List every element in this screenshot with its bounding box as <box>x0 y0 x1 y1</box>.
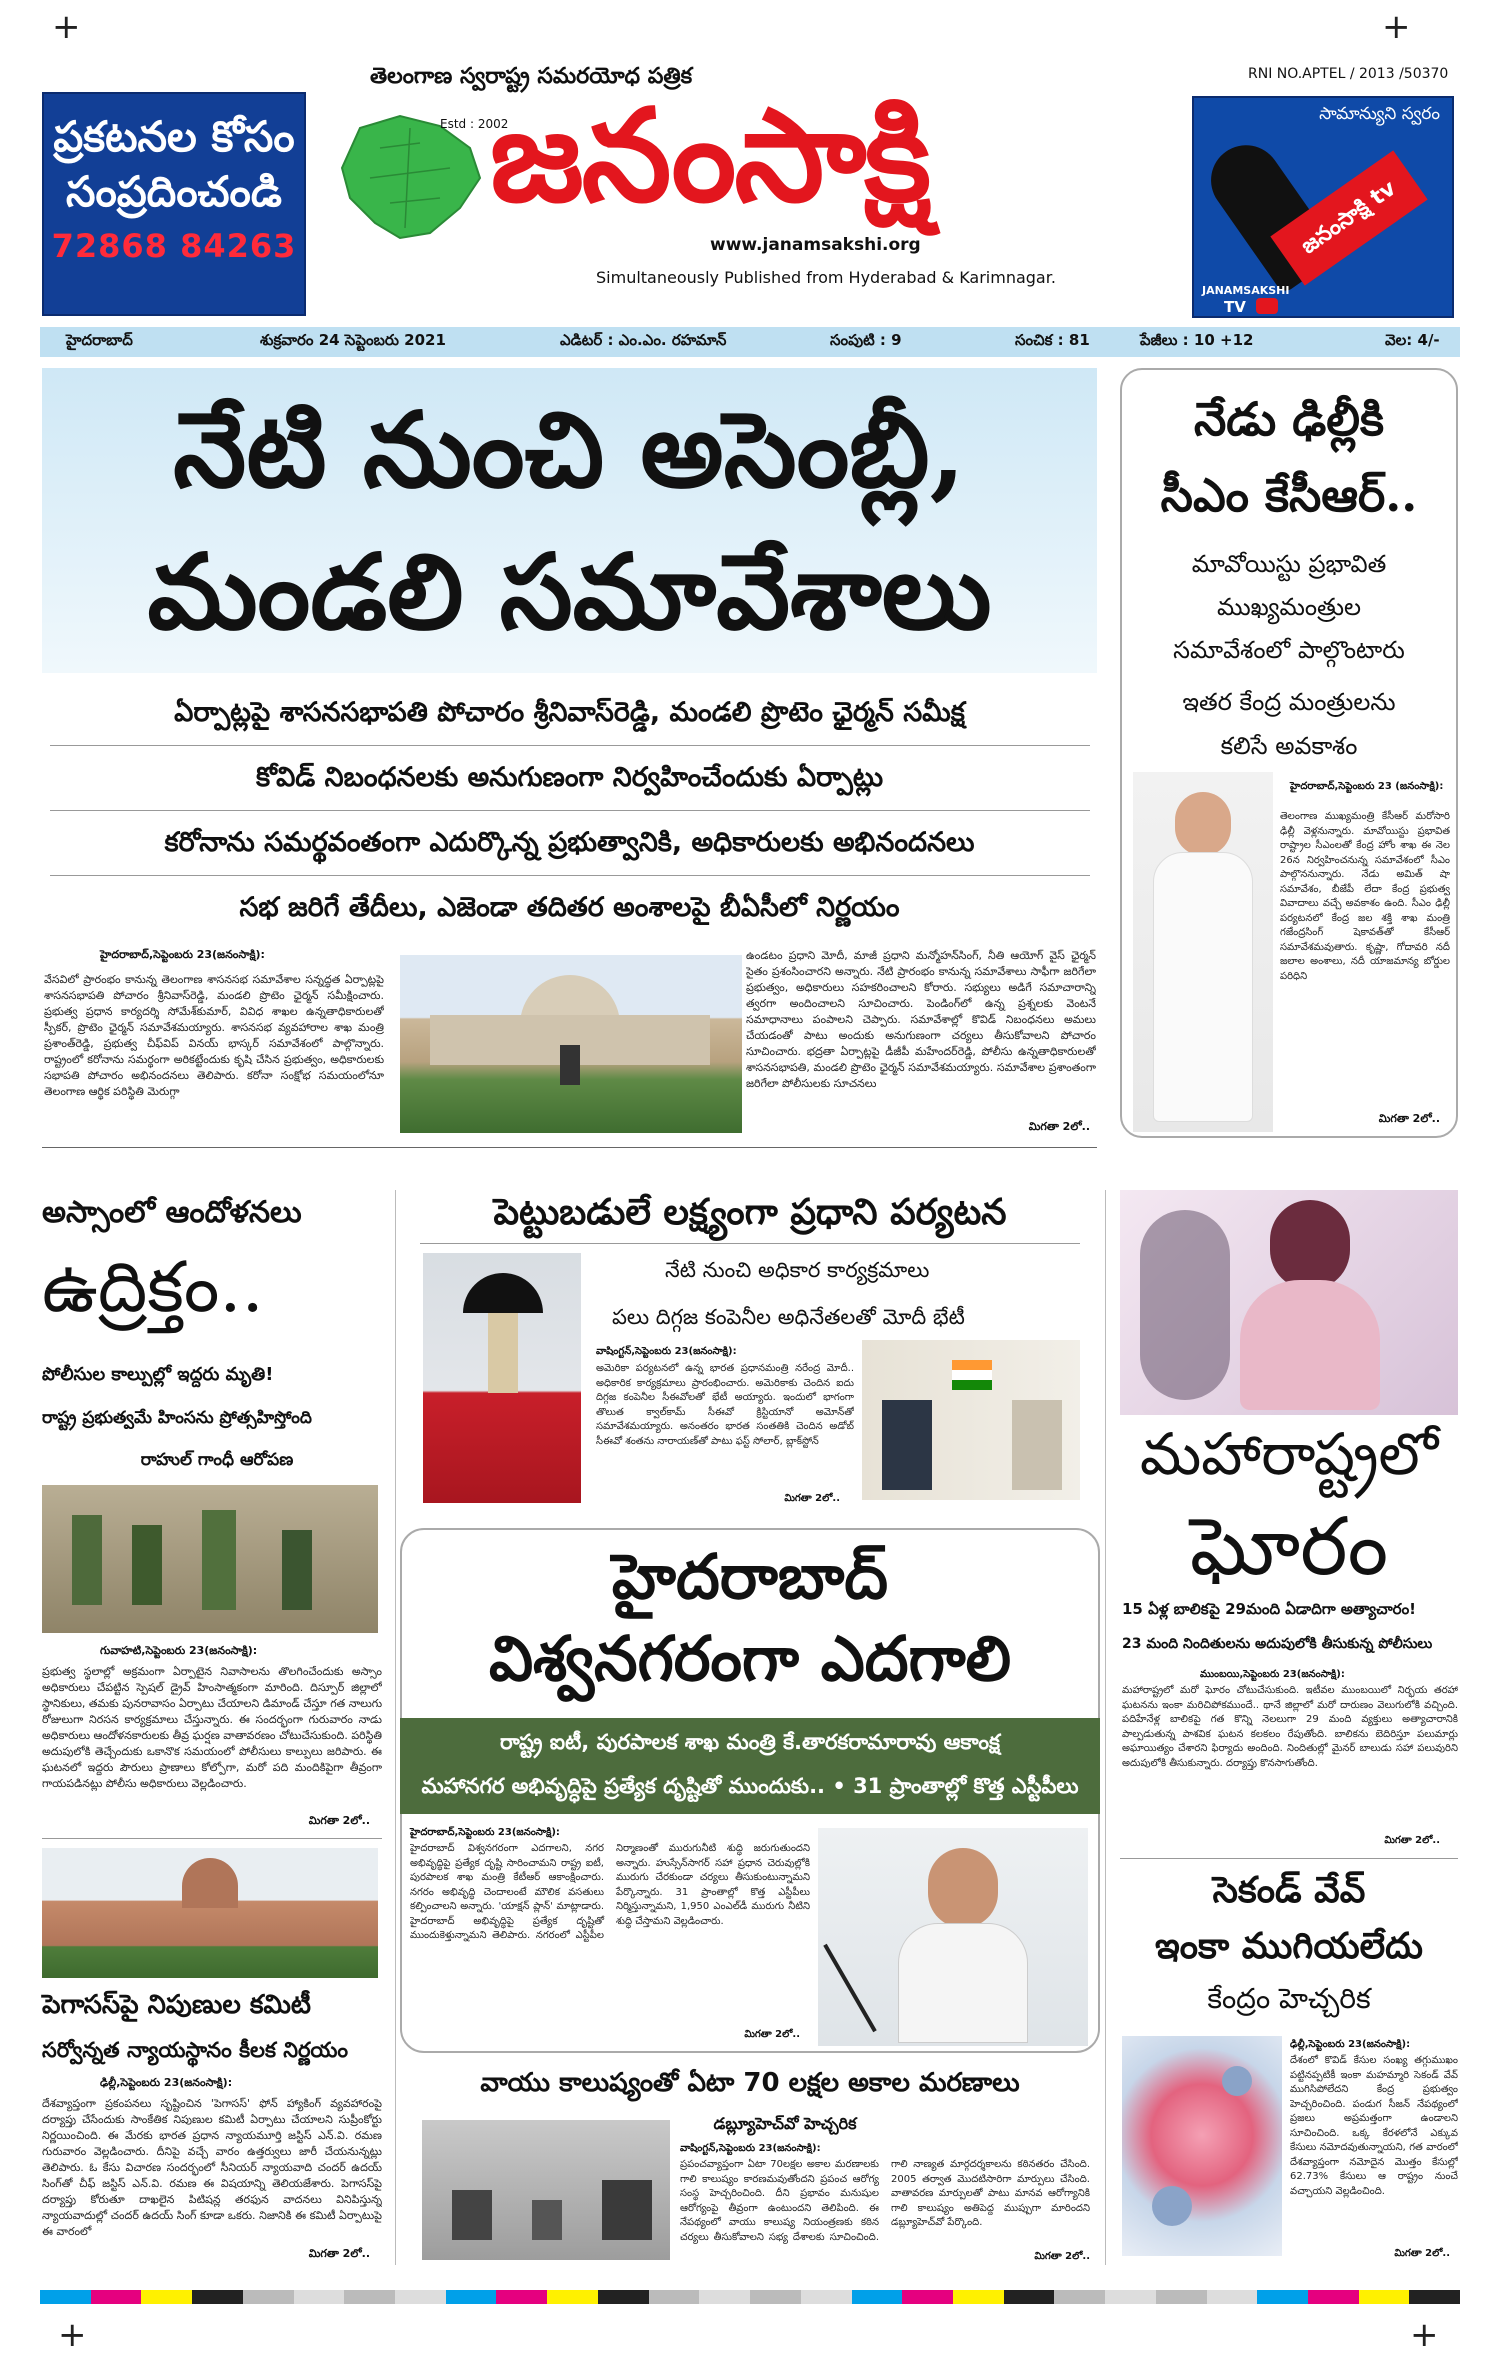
lead-dateline: హైదరాబాద్,సెప్టెంబరు 23(జనంసాక్షి): <box>100 948 265 961</box>
info-volume: సంపుటి : 9 <box>830 331 902 349</box>
secondwave-body: దేశంలో కొవిడ్ కేసుల సంఖ్య తగ్గుముఖం పట్టినప్పటికీ ఇంకా మహమ్మారి సెకండ్ వేవ్ ముగిసిపోలేదని కేంద్ర ప్రభుత్వం హెచ్చరించింది. పండుగ సీజన్ నేపథ్యంలో ప్రజలు అప్రమత్తంగా ఉండాలని సూచించింది. ఒక్క కేరళలోనే ఎక్కువ కేసులు నమోదవుతున్నాయని, గత వారంలో దేశవ్యాప్తంగా నమోదైన మొత్తం కేసుల్లో 62.73% కేసులు ఆ రాష్ట్రం నుంచే వచ్చాయని వెల్లడించింది. <box>1290 2055 1458 2197</box>
kcr-body: తెలంగాణ ముఖ్యమంత్రి కేసీఆర్ మరోసారి ఢిల్లీ వెళ్లనున్నారు. మావోయిస్టు ప్రభావిత రాష్ట్రాల సీఎంలతో కేంద్ర హోం శాఖ ఈ నెల 26న నిర్వహించనున్న సమావేశంలో సీఎం పాల్గొననున్నారు. నేడు అమిత్ షా సమావేశం, బీజేపీ లేదా కేంద్ర ప్రభుత్వ వివాదాలు వచ్చే అవకాశం ఉంది. సీఎం ఢిల్లీ పర్యటనలో కేంద్ర జల శక్తి శాఖ మంత్రి గజేంద్రసింగ్ షెకావత్‌తో కేసీఆర్ సమావేశమవుతారు. కృష్ణా, గోదావరి నదీ జలాల అంశాలు, నదీ యాజమాన్య బోర్డుల పరిధిని <box>1280 811 1450 982</box>
maharashtra-sub2: 23 మంది నిందితులను అదుపులోకి తీసుకున్న పోలీసులు <box>1122 1636 1433 1652</box>
info-editor: ఎడిటర్ : ఎం.ఎం. రహమాన్ <box>560 331 727 349</box>
lead-sub4: సభ జరిగే తేదీలు, ఎజెండా తదితర అంశాలపై బీఏసీలో నిర్ణయం <box>239 892 900 923</box>
pegasus-more[interactable]: మిగతా 2లో.. <box>308 2247 370 2260</box>
info-bar <box>40 327 1460 357</box>
supreme-court-photo <box>42 1848 378 1978</box>
info-price: వెల: 4/- <box>1385 331 1440 349</box>
secondwave-headline1: సెకండ్ వేవ్ <box>1212 1870 1366 1911</box>
lead-headline-line2: మండలి సమావేశాలు <box>147 530 992 653</box>
lead-sub3: కరోనాను సమర్థవంతంగా ఎదుర్కొన్న ప్రభుత్వానికి, అధికారులకు అభినందనలు <box>164 827 975 858</box>
assam-dateline: గువాహటి,సెప్టెంబరు 23(జనంసాక్షి): <box>100 1644 258 1657</box>
info-city: హైదరాబాద్ <box>66 331 133 349</box>
maharashtra-body: మహారాష్ట్రలో మరో ఘోరం చోటుచేసుకుంది. ఇటీవల ముంబయిలో నిర్భయ తరహా ఘటనను ఇంకా మరిచిపోకముందే.. థానే జిల్లాలో మరో దారుణం వెలుగులోకి వచ్చింది. పదిహేనేళ్ల బాలికపై గత కొన్ని నెలలుగా 29 మంది వ్యక్తులు అత్యాచారానికి పాల్పడుతున్న పాశవిక ఘటన కలకలం రేపుతోంది. బాలికను బెదిరిస్తూ పలుమార్లు అఘాయిత్యం చేశారని ఫిర్యాదు అందింది. నిందితుల్లో మైనర్ బాలుడు సహా పలువురిని అదుపులోకి తీసుకున్నారు. దర్యాప్తు కొనసాగుతోంది. <box>1122 1685 1458 1769</box>
kcr-sub2: ముఖ్యమంత్రుల <box>1216 593 1362 621</box>
masthead-estd: Estd : 2002 <box>440 117 509 131</box>
info-issue: సంచిక : 81 <box>1015 331 1090 349</box>
modi-sub1: నేటి నుంచి అధికార కార్యక్రమాలు <box>665 1258 930 1282</box>
kcr-sub4: ఇతర కేంద్ర మంత్రులను <box>1182 688 1396 716</box>
maharashtra-dateline: ముంబయి,సెప్టెంబరు 23(జనంసాక్షి): <box>1200 1669 1345 1680</box>
maharashtra-illustration <box>1120 1190 1458 1415</box>
pegasus-body: దేశవ్యాప్తంగా ప్రకంపనలు సృష్టించిన 'పెగాసస్' ఫోన్ హ్యాకింగ్ వ్యవహారంపై దర్యాప్తు చేసేందుకు సాంకేతిక నిపుణుల కమిటీ ఏర్పాటు చేయాలని సుప్రీంకోర్టు నిర్ణయించింది. ఈ మేరకు భారత ప్రధాన న్యాయమూర్తి జస్టిస్ ఎన్.వి. రమణ గురువారం వెల్లడించారు. దీనిపై వచ్చే వారం ఉత్తర్వులు జారీ చేయనున్నట్లు తెలిపారు. ఓ కేసు విచారణ సందర్భంలో సీనియర్ న్యాయవాది చందర్ ఉదయ్ సింగ్‌తో చీఫ్ జస్టిస్ ఎన్.వి. రమణ ఈ విషయాన్ని తెలియజేశారు. పెగాసస్‌పై దర్యాప్తు కోరుతూ దాఖలైన పిటిషన్ల తరఫున వాదనలు వినిపిస్తున్న న్యాయవాదుల్లో చందర్ ఉదయ్ సింగ్ కూడా ఒకరు. నిజానికి ఈ కమిటీ ఏర్పాటుపై ఈ వారంలో <box>42 2097 382 2238</box>
ad-left-phone: 72868 84263 <box>51 227 297 266</box>
info-pages: పేజీలు : 10 +12 <box>1140 331 1254 349</box>
maharashtra-sub1: 15 ఏళ్ల బాలికపై 29మంది ఏడాదిగా అత్యాచారం! <box>1122 1600 1417 1618</box>
lead-more[interactable]: మిగతా 2లో.. <box>1028 1120 1090 1133</box>
secondwave-headline2: ఇంకా ముగియలేదు <box>1154 1926 1424 1967</box>
pollution-sub: డబ్ల్యూహెచ్‌వో హెచ్చరిక <box>713 2114 857 2133</box>
pollution-dateline: వాషింగ్టన్,సెప్టెంబరు 23(జనంసాక్షి): <box>680 2143 821 2154</box>
info-date: శుక్రవారం 24 సెప్టెంబరు 2021 <box>260 331 446 349</box>
print-color-bar <box>40 2290 1460 2304</box>
masthead-rni: RNI NO.APTEL / 2013 /50370 <box>1248 66 1449 82</box>
maharashtra-headline2: ఘోరం <box>1189 1500 1389 1593</box>
registration-mark-bottom-right: + <box>1410 2315 1439 2355</box>
assam-headline2: ఉద్రిక్తం.. <box>42 1246 264 1328</box>
secondwave-more[interactable]: మిగతా 2లో.. <box>1394 2248 1450 2259</box>
kcr-photo <box>1133 772 1273 1132</box>
play-icon <box>1256 298 1278 314</box>
pollution-headline: వాయు కాలుష్యంతో ఏటా 70 లక్షల అకాల మరణాలు <box>480 2068 1020 2098</box>
hyderabad-headline1: హైదరాబాద్ <box>611 1540 889 1613</box>
maharashtra-headline1: మహారాష్ట్రలో <box>1139 1420 1439 1488</box>
assam-sub1: పోలీసుల కాల్పుల్లో ఇద్దరు మృతి! <box>42 1364 274 1385</box>
pollution-photo <box>422 2120 670 2260</box>
pegasus-dateline: ఢిల్లీ,సెప్టెంబరు 23(జనంసాక్షి): <box>100 2076 233 2089</box>
secondwave-dateline: ఢిల్లీ,సెప్టెంబరు 23(జనంసాక్షి): <box>1290 2039 1411 2050</box>
pegasus-sub: సర్వోన్నత న్యాయస్థానం కీలక నిర్ణయం <box>42 2038 349 2062</box>
hyderabad-headline2: విశ్వనగరంగా ఎదగాలి <box>488 1622 1012 1695</box>
ad-right-tv: జనంసాక్షి tv <box>1270 150 1427 285</box>
pollution-body: ప్రపంచవ్యాప్తంగా ఏటా 70లక్షల అకాల మరణాలకు గాలి కాలుష్యం కారణమవుతోందని ప్రపంచ ఆరోగ్య సంస్థ హెచ్చరించింది. దీని ప్రభావం మనుషుల ఆరోగ్యంపై తీవ్రంగా ఉంటుందని తెలిపింది. ఈ నేపథ్యంలో వాయు కాలుష్య నియంత్రణకు కఠిన చర్యలు తీసుకోవాలని సభ్య దేశాలకు సూచించింది. గాలి నాణ్యత మార్గదర్శకాలను కఠినతరం చేసింది. 2005 తర్వాత మొదటిసారిగా మార్పులు చేసింది. వాతావరణ మార్పులతో పాటు మానవ ఆరోగ్యానికి గాలి కాలుష్యం అతిపెద్ద ముప్పుగా మారిందని డబ్ల్యూహెచ్‌వో పేర్కొంది. <box>680 2159 1090 2243</box>
assam-sub2: రాష్ట్ర ప్రభుత్వమే హింసను ప్రోత్సహిస్తోంది <box>42 1408 312 1428</box>
covid-map-illustration <box>1122 2036 1282 2256</box>
ad-right-top: సామాన్యుని స్వరం <box>1319 104 1440 124</box>
secondwave-sub: కేంద్రం హెచ్చరిక <box>1207 1982 1371 2015</box>
lead-body-right: ఉండటం ప్రధాని మోదీ, మాజీ ప్రధాని మన్మోహన్‌సింగ్, నీతి ఆయోగ్ వైస్ ఛైర్మన్ సైతం ప్రశంసించారని అన్నారు. నేటి ప్రారంభం కానున్న సమావేశాలు సాఫీగా జరిగేలా ప్రభుత్వం, అధికారులు సహకరించాలని కోరారు. సభ్యులు అడిగే సమాచారాన్ని త్వరగా అందించాలని సూచించారు. పెండింగ్‌లో ఉన్న ప్రశ్నలకు వెంటనే సమాధానాలు పంపాలని చెప్పారు. సమావేశాల్లో కొవిడ్ నిబంధనలు అమలు చేయడంతో పాటు అందుకు అనుగుణంగా చర్యలు తీసుకోవాలని పోచారం సూచించారు. భద్రతా ఏర్పాట్లపై డీజీపీ మహేందర్‌రెడ్డి, పోలీసు ఉన్నతాధికారులతో శాసనసభాపతి, మండలి ప్రొటెం ఛైర్మన్ సమావేశమయ్యారు. సమావేశాల ప్రశాంతంగా జరిగేలా పోలీసులకు సూచనలు <box>746 949 1096 1090</box>
modi-body: అమెరికా పర్యటనలో ఉన్న భారత ప్రధానమంత్రి నరేంద్ర మోదీ.. అధికారిక కార్యక్రమాలు ప్రారంభించారు. అమెరికాకు చెందిన ఐదు దిగ్గజ కంపెనీల సీఈవోలతో భేటీ అయ్యారు. ఇందులో భాగంగా తొలుత క్వాల్‌కామ్ సీఈవో క్రిస్టియానో అమోన్‌తో సమావేశమయ్యారు. అనంతరం భారత సంతతికి చెందిన అడోబ్ సీఈవో శంతను నారాయణ్‌తో పాటు ఫస్ట్ సోలార్, బ్లాక్‌స్టోన్ <box>596 1363 854 1447</box>
lead-headline-line1: నేటి నుంచి అసెంబ్లీ, <box>173 388 966 511</box>
pegasus-headline: పెగాసస్‌పై నిపుణుల కమిటీ <box>42 1990 311 2020</box>
hyderabad-banner1: రాష్ట్ర ఐటీ, పురపాలక శాఖ మంత్రి కే.తారకరామారావు ఆకాంక్ష <box>499 1730 1001 1754</box>
modi-arrival-photo <box>423 1253 581 1503</box>
masthead-published: Simultaneously Published from Hyderabad & Karimnagar. <box>596 268 1056 287</box>
ad-left-line2: సంప్రదించండి <box>66 166 282 216</box>
kcr-headline2: సీఎం కేసీఆర్.. <box>1160 468 1418 522</box>
hyderabad-more[interactable]: మిగతా 2లో.. <box>744 2029 800 2040</box>
masthead-title: జనంసాక్షి <box>490 81 930 231</box>
kcr-dateline: హైదరాబాద్,సెప్టెంబరు 23 (జనంసాక్షి): <box>1290 781 1444 792</box>
assam-more[interactable]: మిగతా 2లో.. <box>308 1814 370 1827</box>
pollution-more[interactable]: మిగతా 2లో.. <box>1034 2251 1090 2262</box>
assam-headline1: అస్సాంలో ఆందోళనలు <box>42 1195 302 1230</box>
registration-mark-top-right: + <box>1382 7 1411 47</box>
maharashtra-more[interactable]: మిగతా 2లో.. <box>1384 1835 1440 1846</box>
kcr-sub5: కలిసే అవకాశం <box>1220 732 1358 760</box>
kcr-headline1: నేడు ఢిల్లీకి <box>1193 392 1385 446</box>
hyderabad-body: హైదరాబాద్ విశ్వనగరంగా ఎదగాలని, నగర అభివృద్ధిపై ప్రత్యేక దృష్టి సారించామని రాష్ట్ర ఐటీ, పురపాలక శాఖ మంత్రి కేటీఆర్ ఆకాంక్షించారు. నగరం అభివృద్ధి చెందాలంటే మౌలిక వసతులు కల్పించాలని అన్నారు. 'యాక్షన్ ప్లాన్' మాట్లాడారు. హైదరాబాద్ అభివృద్ధిపై ప్రత్యేక దృష్టితో ముందుకెళ్తున్నామని తెలిపారు. నగరంలో ఎస్టీపీల నిర్మాణంతో మురుగునీటి శుద్ధి జరుగుతుందని అన్నారు. హుస్సేన్‌సాగర్ సహా ప్రధాన చెరువుల్లోకి మురుగు చేరకుండా చర్యలు తీసుకుంటున్నామని పేర్కొన్నారు. 31 ప్రాంతాల్లో కొత్త ఎస్టీపీలు నిర్మిస్తున్నామని, 1,950 ఎంఎల్‌డీ మురుగు నీటిని శుద్ధి చేస్తామని వెల్లడించారు. <box>410 1843 810 1941</box>
ad-left-line1: ప్రకటనల కోసం <box>53 112 295 161</box>
lead-sub1: ఏర్పాట్లపై శాసనసభాపతి పోచారం శ్రీనివాస్‌రెడ్డి, మండలి ప్రొటెం ఛైర్మన్ సమీక్ష <box>174 697 965 728</box>
ad-box-right[interactable] <box>1192 96 1454 318</box>
masthead-tagline: తెలంగాణ స్వరాష్ట్ర సమరయోధ పత్రిక <box>370 64 693 89</box>
lead-body-left: వేసవిలో ప్రారంభం కానున్న తెలంగాణ శాసనసభ సమావేశాల సన్నద్ధత ఏర్పాట్లపై శాసనసభాపతి పోచారం శ్రీనివాస్‌రెడ్డి, మండలి ప్రొటెం ఛైర్మన్ సమీక్షించారు. ప్రభుత్వ ప్రధాన కార్యదర్శి సోమేశ్‌కుమార్, వివిధ శాఖల ఉన్నతాధికారులతో స్పీకర్, ప్రొటెం ఛైర్మన్ సమావేశమయ్యారు. శాసనసభ వ్యవహారాల శాఖ మంత్రి ప్రశాంత్‌రెడ్డి, ప్రభుత్వ చీఫ్‌విప్ వినయ్ భాస్కర్ సమావేశంలో పాల్గొన్నారు. రాష్ట్రంలో కరోనాను సమర్థంగా అరికట్టేందుకు కృషి చేసిన ప్రభుత్వం, అధికారులకు సభాపతి పోచారం అభినందనలు తెలిపారు. కరోనా సంక్షోభ సమయంలోనూ తెలంగాణ ఆర్థిక పరిస్థితి మెరుగ్గా <box>44 973 384 1098</box>
ad-right-tv-label: TV <box>1224 298 1246 316</box>
ad-right-small: JANAMSAKSHI <box>1202 284 1290 297</box>
modi-headline: పెట్టుబడులే లక్ష్యంగా ప్రధాని పర్యటన <box>493 1192 1007 1233</box>
kcr-sub1: మావోయిస్టు ప్రభావిత <box>1191 550 1387 578</box>
assam-sub3: రాహుల్ గాంధీ ఆరోపణ <box>140 1450 294 1470</box>
ktr-photo <box>818 1828 1088 2046</box>
registration-mark-bottom-left: + <box>58 2315 87 2355</box>
assembly-building-photo <box>400 955 742 1133</box>
ad-box-left[interactable] <box>42 92 306 316</box>
modi-more[interactable]: మిగతా 2లో.. <box>784 1493 840 1504</box>
masthead-website[interactable]: www.janamsakshi.org <box>710 235 921 255</box>
hyderabad-dateline: హైదరాబాద్,సెప్టెంబరు 23(జనంసాక్షి): <box>410 1827 560 1838</box>
modi-sub2: పలు దిగ్గజ కంపెనీల అధినేతలతో మోదీ భేటీ <box>612 1305 965 1329</box>
lead-sub2: కోవిడ్ నిబంధనలకు అనుగుణంగా నిర్వహించేందుకు ఏర్పాట్లు <box>255 762 884 793</box>
assam-body: ప్రభుత్వ స్థలాల్లో అక్రమంగా ఏర్పాటైన నివాసాలను తొలగించేందుకు అస్సాం అధికారులు చేపట్టిన స్పెషల్ డ్రైవ్ హింసాత్మకంగా మారింది. దిస్పూర్ జిల్లాలో స్థానికులు, తమకు పునరావాసం ఏర్పాటు చేయాలని డిమాండ్ చేస్తూ గత నాలుగు రోజులుగా నిరసన కార్యక్రమాలు చేస్తున్నారు. ఈ సందర్భంగా గురువారం నాడు అధికారులు ఆందోళనకారులకు తీవ్ర ఘర్షణ వాతావరణం చోటుచేసుకుంది. పరిస్థితి అదుపులోకి తెచ్చేందుకు ఒకానొక సమయంలో పోలీసులు కాల్పులు జరిపారు. ఈ ఘటనలో ఇద్దరు పౌరులు ప్రాణాలు కోల్పోగా, మరో పది మందికిపైగా తీవ్రంగా గాయపడినట్లు పోలీసు అధికారులు వెల్లడించారు. <box>42 1665 382 1790</box>
modi-dateline: వాషింగ్టన్,సెప్టెంబరు 23(జనంసాక్షి): <box>596 1346 737 1357</box>
kcr-sub3: సమావేశంలో పాల్గొంటారు <box>1173 636 1405 664</box>
modi-meeting-photo <box>862 1340 1080 1500</box>
kcr-more[interactable]: మిగతా 2లో.. <box>1378 1112 1440 1125</box>
hyderabad-banner2: మహానగర అభివృద్ధిపై ప్రత్యేక దృష్టితో ముందుకు.. • 31 ప్రాంతాల్లో కొత్త ఎస్టీపీలు <box>421 1774 1079 1798</box>
assam-protest-photo <box>42 1485 378 1633</box>
registration-mark-top-left: + <box>52 7 81 47</box>
